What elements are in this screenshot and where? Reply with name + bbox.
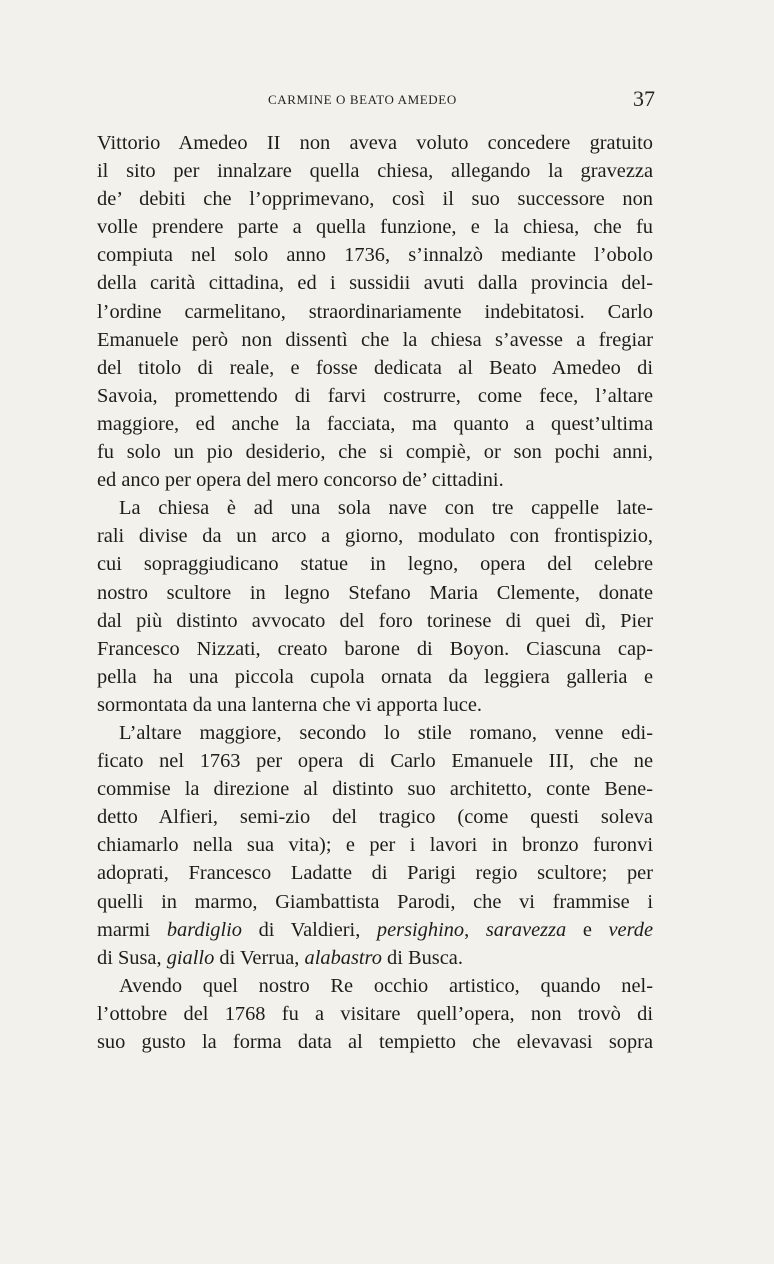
text-line: cui sopraggiudicano statue in legno, opera del celebre [97, 553, 653, 576]
text-fragment: di Valdieri, [241, 918, 377, 941]
text-fragment: e [566, 918, 609, 941]
text-line-with-italics [97, 916, 653, 944]
text-line: Emanuele però non dissentì che la chiesa s’avesse a fregiar [97, 328, 653, 351]
text-fragment: di Busca. [381, 946, 463, 969]
text-line: Francesco Nizzati, creato barone di Boyon. Ciascuna cap- [97, 637, 653, 660]
text-fragment: , [464, 918, 486, 941]
italic-term: bardiglio [166, 918, 242, 941]
running-title: CARMINE O BEATO AMEDEO [268, 92, 457, 107]
page-number: 37 [633, 86, 655, 111]
text-line: Vittorio Amedeo II non aveva voluto concedere gratuito [97, 132, 653, 154]
italic-term: giallo [166, 946, 215, 969]
text-line: l’ottobre del 1768 fu a visitare quell’opera, non trovò di [97, 1002, 653, 1025]
text-fragment: marmi [97, 918, 167, 941]
text-line: quelli in marmo, Giambattista Parodi, che vi frammise i [97, 890, 653, 913]
text-line: suo gusto la forma data al tempietto che elevavasi sopra [97, 1031, 653, 1053]
text-line: ed anco per opera del mero concorso de’ cittadini. [97, 469, 504, 492]
text-line: volle prendere parte a quella funzione, e la chiesa, che fu [97, 216, 653, 239]
text-line: nostro scultore in legno Stefano Maria Clemente, donate [97, 581, 653, 604]
text-line: Savoia, promettendo di farvi costrurre, come fece, l’altare [97, 384, 653, 407]
text-line: fu solo un pio desiderio, che si compiè, or son pochi anni, [97, 441, 653, 464]
text-line: La chiesa è ad una sola nave con tre cappelle late- [119, 497, 653, 520]
text-line: maggiore, ed anche la facciata, ma quanto a quest’ultima [97, 412, 653, 435]
text-line: rali divise da un arco a giorno, modulato con frontispizio, [97, 525, 653, 548]
text-line: ficato nel 1763 per opera di Carlo Emanuele III, che ne [97, 750, 653, 773]
text-line: della carità cittadina, ed i sussidii avuti dalla provincia del- [97, 272, 653, 295]
text-fragment: di Susa, [97, 946, 167, 969]
italic-term: persighino [376, 918, 465, 941]
text-line: commise la direzione al distinto suo architetto, conte Bene- [97, 778, 653, 801]
text-line: compiuta nel solo anno 1736, s’innalzò mediante l’obolo [97, 244, 653, 267]
text-line: dal più distinto avvocato del foro torinese di quei dì, Pier [97, 609, 653, 632]
text-line: chiamarlo nella sua vita); e per i lavori in bronzo furonvi [97, 834, 653, 857]
text-line: l’ordine carmelitano, straordinariamente indebitatosi. Carlo [97, 300, 653, 323]
italic-term: saravezza [485, 918, 567, 941]
text-line: de’ debiti che l’opprimevano, così il suo successore non [97, 188, 653, 211]
text-line: pella ha una piccola cupola ornata da leggiera galleria e [97, 665, 653, 688]
italic-term: verde [608, 918, 654, 941]
body-text [97, 129, 653, 1056]
text-line: il sito per innalzare quella chiesa, allegando la gravezza [97, 160, 653, 183]
text-line: del titolo di reale, e fosse dedicata al Beato Amedeo di [97, 356, 653, 379]
text-line: detto Alfieri, semi-zio del tragico (come questi soleva [97, 806, 653, 829]
text-line: Avendo quel nostro Re occhio artistico, quando nel- [119, 974, 653, 997]
text-line: L’altare maggiore, secondo lo stile romano, venne edi- [119, 721, 653, 744]
italic-term: alabastro [304, 946, 382, 969]
text-line: sormontata da una lanterna che vi apporta luce. [97, 693, 482, 716]
text-line-with-italics [97, 944, 653, 972]
text-line: adoprati, Francesco Ladatte di Parigi regio scultore; per [97, 862, 653, 885]
text-fragment: di Verrua, [214, 946, 305, 969]
